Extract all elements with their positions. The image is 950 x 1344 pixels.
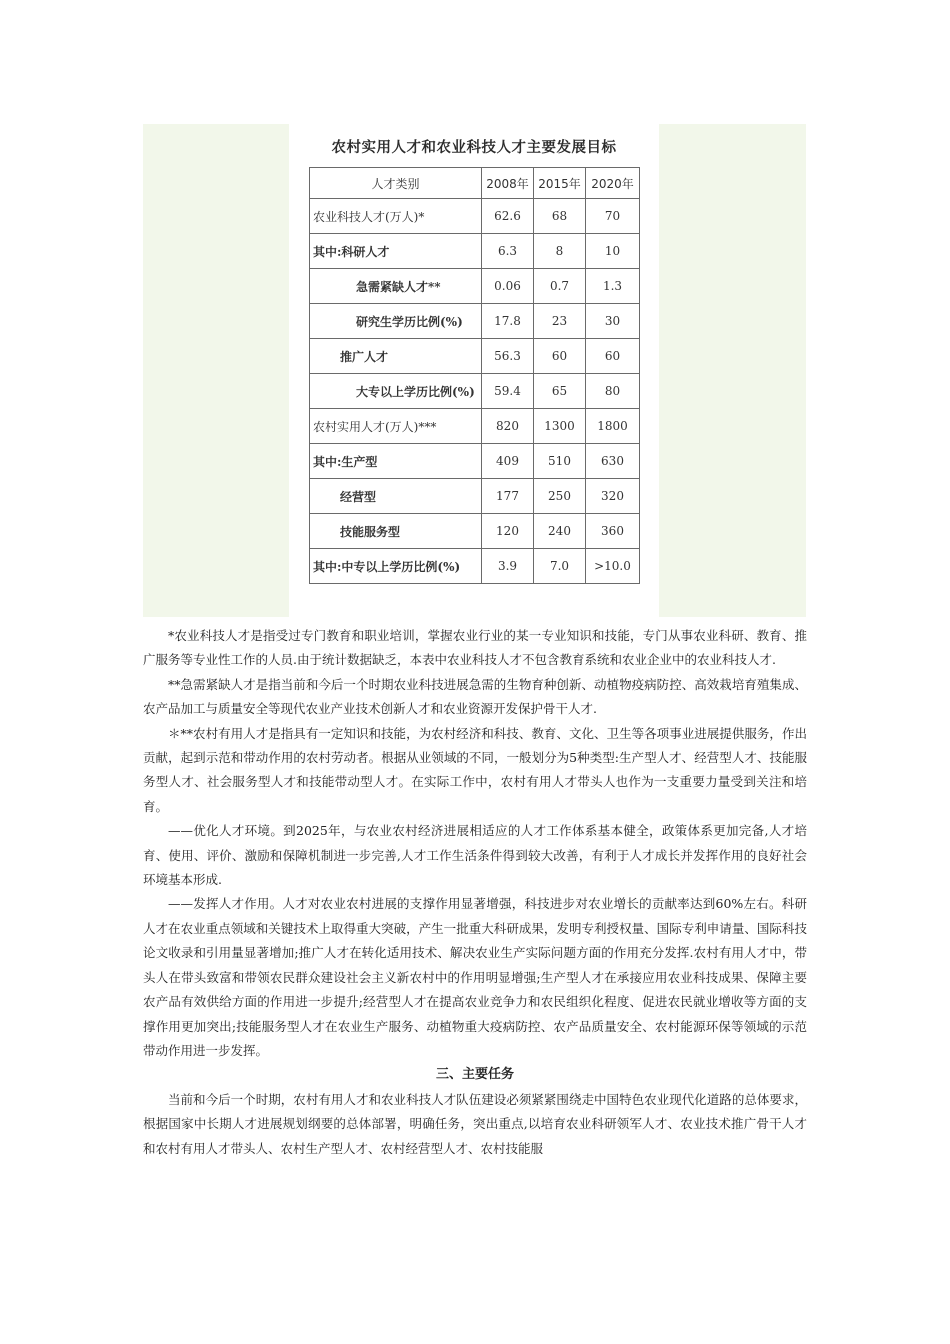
- cell-2020: 10: [586, 234, 640, 269]
- cell-2015: 510: [534, 444, 586, 479]
- cell-2015: 60: [534, 339, 586, 374]
- table-row: [310, 479, 640, 514]
- paragraph-environment: ——优化人才环境。到2025年，与农业农村经济进展相适应的人才工作体系基本健全，政策体系更加完备,人才培育、使用、评价、激励和保障机制进一步完善,人才工作生活条件得到较大改善，有利于人才成长并发挥作用的良好社会环境基本形成.: [143, 823, 807, 888]
- table-title: 农村实用人才和农业科技人才主要发展目标: [331, 140, 617, 156]
- cell-2008: 59.4: [482, 374, 534, 409]
- cell-2020: 60: [586, 339, 640, 374]
- footnote-3: ＊**农村有用人才是指具有一定知识和技能，为农村经济和科技、教育、文化、卫生等各项事业进展提供服务，作出贡献，起到示范和带动作用的农村劳动者。根据从业领域的不同，一般划分为5种类型:生产型人才、经营型人才、技能服务型人才、社会服务型人才和技能带动型人才。在实际工作中，农村有用人才带头人也作为一支重要力量受到关注和培育。: [143, 725, 807, 814]
- cell-2020: 630: [586, 444, 640, 479]
- header-category: 人才类别: [310, 168, 482, 199]
- cell-2020: 70: [586, 199, 640, 234]
- cell-2008: 56.3: [482, 339, 534, 374]
- table-row: [310, 304, 640, 339]
- cell-2020: 80: [586, 374, 640, 409]
- footnote-1: *农业科技人才是指受过专门教育和职业培训，掌握农业行业的某一专业知识和技能，专门从事农业科研、教育、推广服务等专业性工作的人员.由于统计数据缺乏，本表中农业科技人才不包含教育系统和农业企业中的农业科技人才.: [143, 628, 807, 668]
- row-label: 农业科技人才(万人)*: [310, 199, 482, 234]
- cell-2020: 1.3: [586, 269, 640, 304]
- cell-2008: 0.06: [482, 269, 534, 304]
- cell-2015: 65: [534, 374, 586, 409]
- footnote-2: **急需紧缺人才是指当前和今后一个时期农业科技进展急需的生物育种创新、动植物疫病防控、高效栽培育殖集成、农产品加工与质量安全等现代农业产业技术创新人才和农业资源开发保护骨干人才.: [143, 676, 807, 717]
- document-body: [143, 624, 807, 1161]
- cell-2008: 6.3: [482, 234, 534, 269]
- row-label: 技能服务型: [310, 514, 482, 549]
- row-label: 急需紧缺人才**: [310, 269, 482, 304]
- table-row: [310, 339, 640, 374]
- row-label: 其中:中专以上学历比例(%): [310, 549, 482, 584]
- row-label: 经营型: [310, 479, 482, 514]
- table-header-row: [310, 168, 640, 199]
- cell-2008: 177: [482, 479, 534, 514]
- cell-2020: 320: [586, 479, 640, 514]
- row-label: 大专以上学历比例(%): [310, 374, 482, 409]
- table-row: [310, 234, 640, 269]
- cell-2015: 240: [534, 514, 586, 549]
- cell-2008: 409: [482, 444, 534, 479]
- development-goals-table: [309, 167, 640, 584]
- cell-2020: >10.0: [586, 549, 640, 584]
- cell-2020: 360: [586, 514, 640, 549]
- table-figure: [143, 124, 806, 617]
- cell-2008: 17.8: [482, 304, 534, 339]
- cell-2008: 120: [482, 514, 534, 549]
- row-label: 推广人才: [310, 339, 482, 374]
- cell-2015: 23: [534, 304, 586, 339]
- cell-2015: 1300: [534, 409, 586, 444]
- paragraph-tasks: 当前和今后一个时期，农村有用人才和农业科技人才队伍建设必须紧紧围绕走中国特色农业现代化道路的总体要求，根据国家中长期人才进展规划纲要的总体部署，明确任务，突出重点,以培育农业科研领军人才、农业技术推广骨干人才和农村有用人才带头人、农村生产型人才、农村经营型人才、农村技能服: [143, 1091, 807, 1156]
- cell-2015: 250: [534, 479, 586, 514]
- section-heading: 三、主要任务: [435, 1067, 514, 1083]
- paragraph-role: ——发挥人才作用。人才对农业农村进展的支撑作用显著增强，科技进步对农业增长的贡献率达到60%左右。科研人才在农业重点领域和关键技术上取得重大突破，产生一批重大科研成果，发明专利授权量、国际专利申请量、国际科技论文收录和引用量显著增加;推广人才在转化适用技术、解决农业生产实际问题方面的作用充分发挥.农村有用人才中，带头人在带头致富和带领农民群众建设社会主义新农村中的作用明显增强;生产型人才在承接应用农业科技成果、保障主要农产品有效供给方面的作用进一步提升;经营型人才在提高农业竞争力和农民组织化程度、促进农民就业增收等方面的支撑作用更加突出;技能服务型人才在农业生产服务、动植物重大疫病防控、农产品质量安全、农村能源环保等领域的示范带动作用进一步发挥。: [143, 896, 807, 1058]
- table-row: [310, 514, 640, 549]
- cell-2015: 8: [534, 234, 586, 269]
- row-label: 其中:生产型: [310, 444, 482, 479]
- header-2015: 2015年: [534, 168, 586, 199]
- table-row: [310, 549, 640, 584]
- table-panel: [289, 124, 659, 617]
- table-row: [310, 199, 640, 234]
- cell-2015: 7.0: [534, 549, 586, 584]
- header-2008: 2008年: [482, 168, 534, 199]
- cell-2020: 1800: [586, 409, 640, 444]
- cell-2008: 820: [482, 409, 534, 444]
- cell-2015: 0.7: [534, 269, 586, 304]
- table-row: [310, 374, 640, 409]
- header-2020: 2020年: [586, 168, 640, 199]
- cell-2008: 62.6: [482, 199, 534, 234]
- table-row: [310, 409, 640, 444]
- cell-2008: 3.9: [482, 549, 534, 584]
- row-label: 研究生学历比例(%): [310, 304, 482, 339]
- row-label: 农村实用人才(万人)***: [310, 409, 482, 444]
- table-row: [310, 444, 640, 479]
- cell-2020: 30: [586, 304, 640, 339]
- row-label: 其中:科研人才: [310, 234, 482, 269]
- cell-2015: 68: [534, 199, 586, 234]
- table-row: [310, 269, 640, 304]
